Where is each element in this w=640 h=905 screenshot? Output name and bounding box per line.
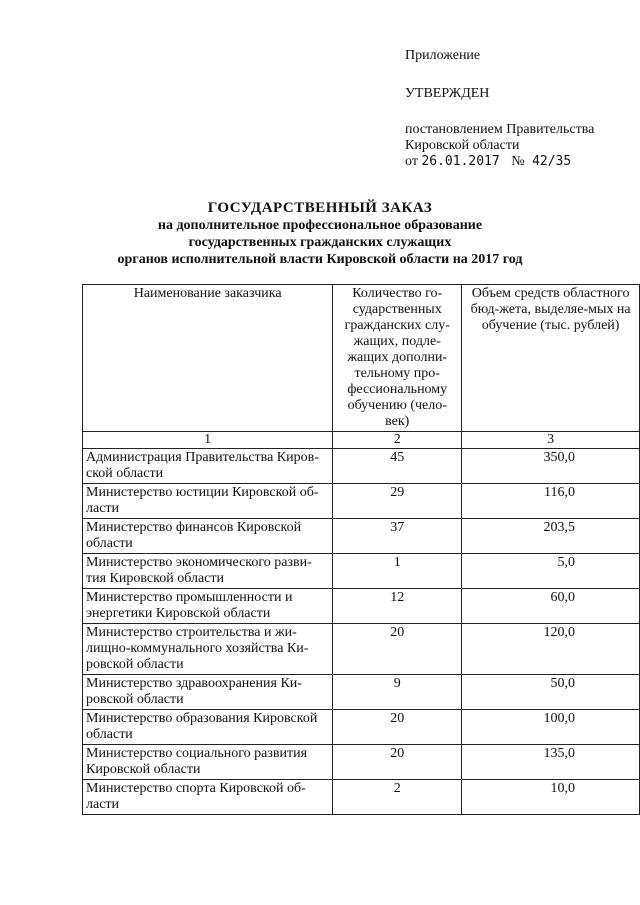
customer-name: Министерство здравоохранения Ки-ровской области (83, 675, 333, 710)
employee-count: 29 (333, 484, 462, 519)
appendix-label: Приложение (405, 48, 481, 63)
budget-amount: 100,0 (462, 710, 640, 745)
decree-date-number (405, 154, 571, 170)
table-row (83, 710, 640, 745)
customer-name: Министерство строительства и жи-лищно-коммунального хозяйства Ки-ровской области (83, 624, 333, 675)
column-number: 3 (462, 432, 640, 449)
customer-name: Министерство финансов Кировской области (83, 519, 333, 554)
table-row (83, 554, 640, 589)
employee-count: 20 (333, 745, 462, 780)
number-value: 42/35 (532, 154, 572, 169)
customer-name: Министерство промышленности и энергетики Кировской области (83, 589, 333, 624)
employee-count: 1 (333, 554, 462, 589)
budget-amount: 135,0 (462, 745, 640, 780)
header-count: Количество го-сударственных гражданских слу-жащих, подле-жащих дополни-тельному про-фессиональному обучению (чело-век) (333, 285, 462, 432)
table-row (83, 624, 640, 675)
budget-amount: 50,0 (462, 675, 640, 710)
approved-label: УТВЕРЖДЕН (405, 86, 490, 101)
column-number: 1 (83, 432, 333, 449)
budget-amount: 120,0 (462, 624, 640, 675)
employee-count: 37 (333, 519, 462, 554)
customer-name: Министерство экономического разви-тия Кировской области (83, 554, 333, 589)
budget-amount: 10,0 (462, 780, 640, 815)
employee-count: 9 (333, 675, 462, 710)
employee-count: 2 (333, 780, 462, 815)
date-prefix: от (405, 154, 418, 169)
employee-count: 20 (333, 710, 462, 745)
budget-amount: 60,0 (462, 589, 640, 624)
date-value: 26.01.2017 (421, 154, 500, 169)
table-row (83, 675, 640, 710)
column-number: 2 (333, 432, 462, 449)
column-number-row (83, 432, 640, 449)
title-line-3: государственных гражданских служащих (188, 235, 452, 250)
budget-amount: 5,0 (462, 554, 640, 589)
order-table (82, 284, 640, 815)
decree-line-2: Кировской области (405, 138, 520, 153)
table-row (83, 780, 640, 815)
table-row (83, 745, 640, 780)
employee-count: 12 (333, 589, 462, 624)
customer-name: Администрация Правительства Киров-ской области (83, 449, 333, 484)
title-line-2: на дополнительное профессиональное образование (157, 218, 483, 233)
decree-line-1: постановлением Правительства (405, 122, 595, 137)
table-header-row (83, 285, 640, 432)
customer-name: Министерство юстиции Кировской об-ласти (83, 484, 333, 519)
employee-count: 45 (333, 449, 462, 484)
header-customer: Наименование заказчика (83, 285, 333, 432)
header-amount: Объем средств областного бюд-жета, выделяе-мых на обучение (тыс. рублей) (462, 285, 640, 432)
budget-amount: 116,0 (462, 484, 640, 519)
budget-amount: 350,0 (462, 449, 640, 484)
table-row (83, 519, 640, 554)
number-prefix: № (511, 154, 525, 169)
employee-count: 20 (333, 624, 462, 675)
title-line-4: органов исполнительной власти Кировской области на 2017 год (117, 252, 523, 267)
table-row (83, 484, 640, 519)
budget-amount: 203,5 (462, 519, 640, 554)
table-row (83, 449, 640, 484)
title-line-1: ГОСУДАРСТВЕННЫЙ ЗАКАЗ (207, 200, 433, 216)
customer-name: Министерство социального развития Кировской области (83, 745, 333, 780)
customer-name: Министерство спорта Кировской об-ласти (83, 780, 333, 815)
table-row (83, 589, 640, 624)
document-title (0, 200, 640, 268)
customer-name: Министерство образования Кировской области (83, 710, 333, 745)
